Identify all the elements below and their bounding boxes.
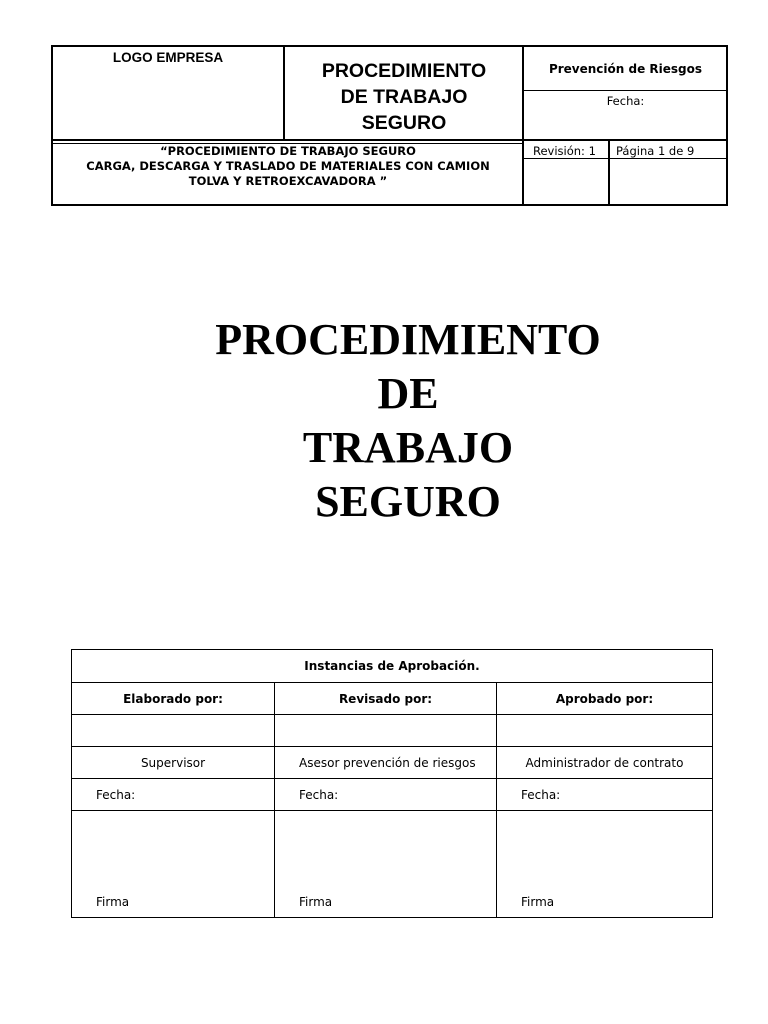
document-subtitle <box>53 144 523 189</box>
fecha-field-aprobado[interactable]: Fecha: <box>497 779 713 811</box>
role-administrador: Administrador de contrato <box>497 747 713 779</box>
header-divider <box>53 139 728 141</box>
company-logo-placeholder: LOGO EMPRESA <box>112 50 224 65</box>
table-row <box>72 779 713 811</box>
fecha-field-elaborado[interactable]: Fecha: <box>72 779 275 811</box>
column-header-revisado: Revisado por: <box>275 683 497 715</box>
main-title-line: DE <box>377 369 439 418</box>
header-title <box>285 58 523 136</box>
firma-field-revisado[interactable]: Firma <box>275 811 497 918</box>
table-row <box>72 650 713 683</box>
firma-field-elaborado[interactable]: Firma <box>72 811 275 918</box>
header-divider <box>522 90 728 91</box>
table-row <box>72 811 713 918</box>
table-row <box>72 747 713 779</box>
firma-field-aprobado[interactable]: Firma <box>497 811 713 918</box>
main-title-line: TRABAJO <box>302 423 514 472</box>
document-subtitle-line: TOLVA Y RETROEXCAVADORA ” <box>188 174 388 188</box>
table-row <box>72 715 713 747</box>
header-title-line: DE TRABAJO <box>340 86 468 108</box>
name-cell-revisado[interactable] <box>275 715 497 747</box>
name-cell-elaborado[interactable] <box>72 715 275 747</box>
main-title-line: PROCEDIMIENTO <box>215 315 601 364</box>
main-title <box>0 313 768 529</box>
main-title-line: SEGURO <box>315 477 501 526</box>
table-row <box>72 683 713 715</box>
role-asesor: Asesor prevención de riesgos <box>275 747 497 779</box>
revision-number: Revisión: 1 <box>533 144 596 158</box>
column-header-aprobado: Aprobado por: <box>497 683 713 715</box>
approval-table <box>71 649 713 918</box>
fecha-field-revisado[interactable]: Fecha: <box>275 779 497 811</box>
document-subtitle-line: “PROCEDIMIENTO DE TRABAJO SEGURO <box>160 144 416 158</box>
page-number: Página 1 de 9 <box>616 144 695 158</box>
header-title-line: PROCEDIMIENTO <box>321 60 487 82</box>
header-divider <box>522 158 728 159</box>
role-supervisor: Supervisor <box>72 747 275 779</box>
header-divider <box>608 141 610 204</box>
department-label: Prevención de Riesgos <box>548 62 703 76</box>
approval-heading: Instancias de Aprobación. <box>72 650 713 683</box>
header-date-label: Fecha: <box>606 94 645 108</box>
column-header-elaborado: Elaborado por: <box>72 683 275 715</box>
name-cell-aprobado[interactable] <box>497 715 713 747</box>
header-title-line: SEGURO <box>361 112 447 134</box>
document-subtitle-line: CARGA, DESCARGA Y TRASLADO DE MATERIALES CON CAMION <box>86 159 490 173</box>
document-header <box>51 45 728 206</box>
